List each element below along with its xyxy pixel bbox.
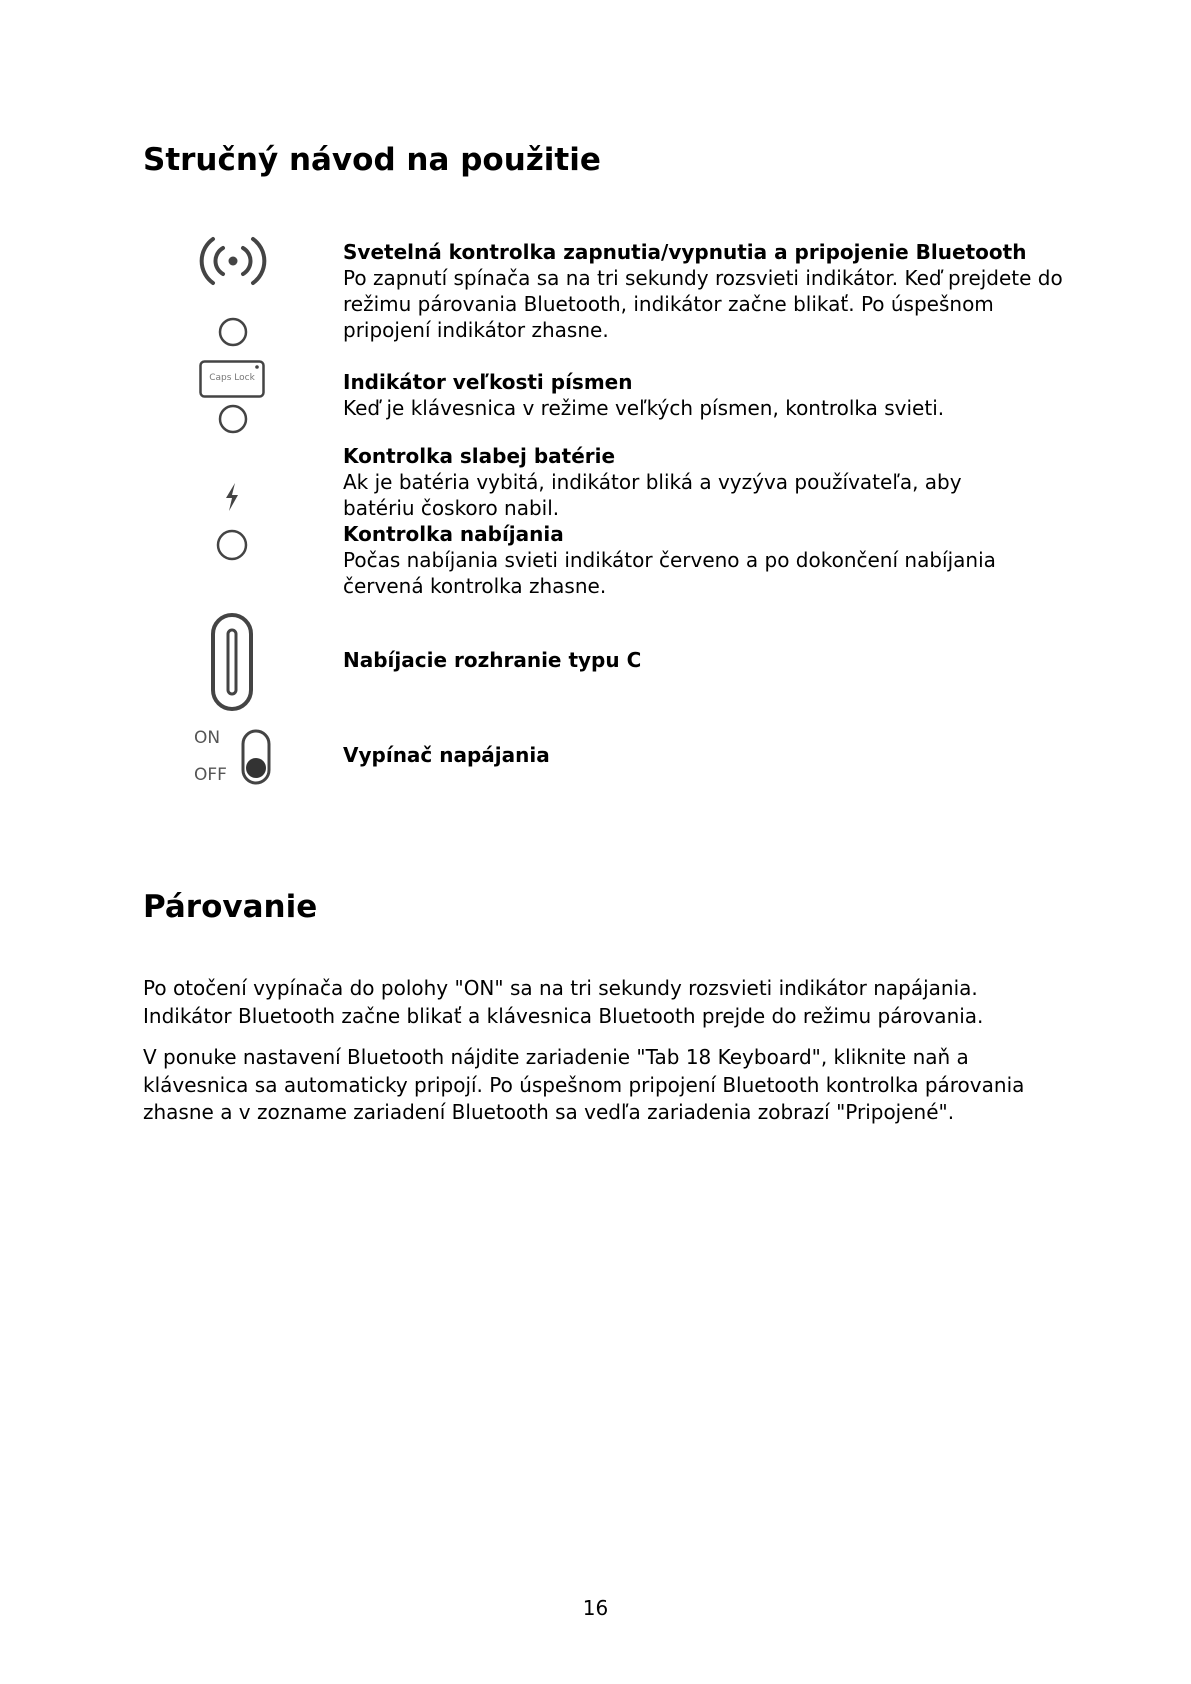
- indicator-description: Ak je batéria vybitá, indikátor bliká a vyzýva používateľa, aby batériu čoskoro nabil.: [343, 470, 962, 520]
- indicator-title: Kontrolka nabíjania: [343, 522, 564, 546]
- usb-c-port-label: Nabíjacie rozhranie typu C: [343, 648, 642, 672]
- caps-lock-led-icon: [218, 404, 248, 434]
- bluetooth-signal-icon: [198, 235, 268, 287]
- indicator-description: Po zapnutí spínača sa na tri sekundy rozsvieti indikátor. Keď prejdete do režimu párovania Bluetooth, indikátor začne blikať. Po úspešnom pripojení indikátor zhasne.: [343, 266, 1063, 342]
- switch-off-label: OFF: [194, 765, 227, 785]
- indicator-power-bluetooth: [343, 239, 1063, 343]
- pairing-title: Párovanie: [143, 889, 318, 925]
- lightning-bolt-icon: [222, 482, 242, 512]
- indicator-low-battery: [343, 443, 1003, 521]
- power-switch-label: Vypínač napájania: [343, 743, 550, 767]
- indicator-title: Svetelná kontrolka zapnutia/vypnutia a pripojenie Bluetooth: [343, 240, 1027, 264]
- usb-c-port-icon: [210, 612, 254, 712]
- power-led-icon: [218, 317, 248, 347]
- battery-led-icon: [216, 529, 248, 561]
- pairing-paragraph: V ponuke nastavení Bluetooth nájdite zariadenie "Tab 18 Keyboard", kliknite naň a klávesnica sa automaticky pripojí. Po úspešnom pripojení Bluetooth kontrolka párovania zhasne a v zozname zariadení Bluetooth sa vedľa zariadenia zobrazí "Pripojené".: [143, 1045, 1025, 1124]
- page-number: 16: [582, 1596, 609, 1620]
- indicator-description: Keď je klávesnica v režime veľkých písmen, kontrolka svieti.: [343, 396, 945, 420]
- indicator-title: Indikátor veľkosti písmen: [343, 370, 633, 394]
- pairing-paragraph: Po otočení vypínača do polohy "ON" sa na tri sekundy rozsvieti indikátor napájania. Indikátor Bluetooth začne blikať a klávesnica Bluetooth prejde do režimu párovania.: [143, 976, 984, 1028]
- caps-lock-key-icon: [199, 360, 265, 398]
- page-title: Stručný návod na použitie: [143, 142, 601, 178]
- power-switch-icon: [240, 728, 272, 786]
- indicator-caps-lock: [343, 369, 1063, 421]
- switch-on-label: ON: [194, 728, 221, 748]
- indicator-charging: [343, 521, 1043, 599]
- indicator-title: Kontrolka slabej batérie: [343, 444, 616, 468]
- indicator-description: Počas nabíjania svieti indikátor červeno a po dokončení nabíjania červená kontrolka zhasne.: [343, 548, 996, 598]
- caps-lock-key-label: Caps Lock: [209, 373, 255, 383]
